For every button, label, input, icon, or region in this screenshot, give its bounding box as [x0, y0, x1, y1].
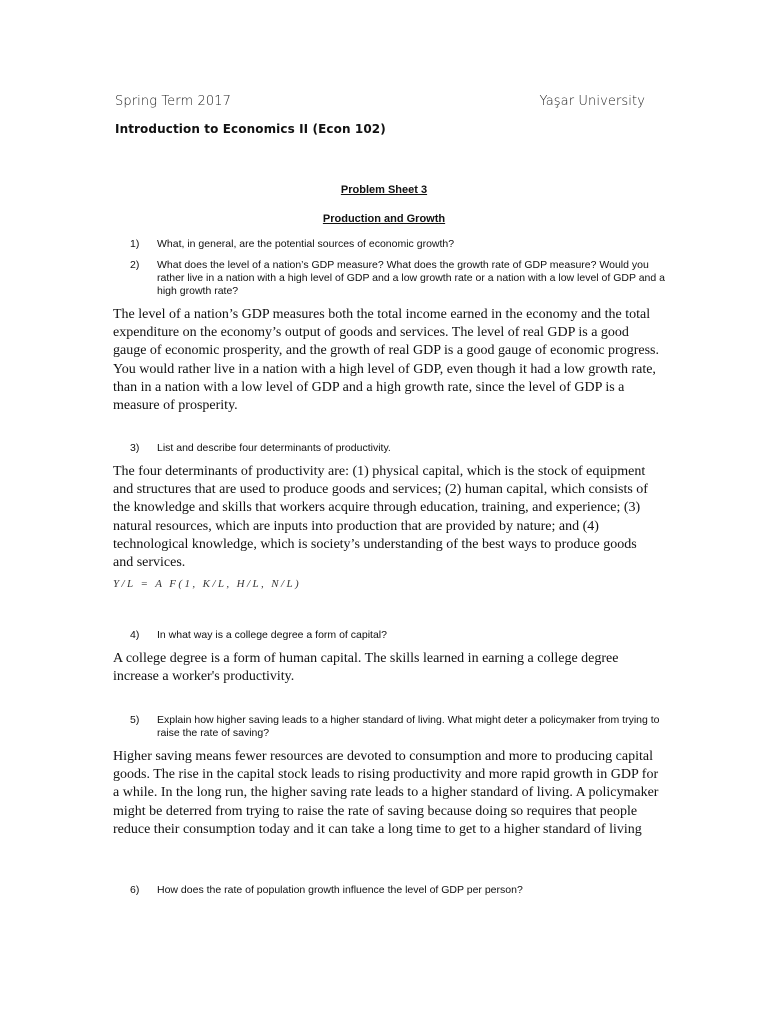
problem-sheet-title: Problem Sheet 3: [340, 184, 428, 196]
question-5: [130, 714, 670, 740]
question-text: What does the level of a nation’s GDP measure? What does the growth rate of GDP measure? Would you rather live in a nation with a high level of GDP and a low growth rate or a nation with a low level of GDP and a high growth rate?: [157, 259, 665, 297]
answer-4: A college degree is a form of human capital. The skills learned in earning a college degree increase a worker's productivity.: [113, 651, 619, 685]
question-2: [130, 259, 670, 298]
answer-3: The four determinants of productivity are: (1) physical capital, which is the stock of equipment and structures that are used to produce goods and services; (2) human capital, which consists of the knowledge and skills that workers acquire through education, training, and experience; (3) natural resources, which are inputs into production that are provided by nature; and (4) technological knowledge, which is society’s understanding of the best ways to produce goods and services.: [113, 464, 648, 571]
question-4: [130, 629, 670, 642]
answer-2: The level of a nation’s GDP measures both the total income earned in the economy and the total expenditure on the economy’s output of goods and services. The level of real GDP is a good gauge of economic prosperity, and the growth of real GDP is a good gauge of economic progress. You would rather live in a nation with a high level of GDP, even though it had a low growth rate, than in a nation with a low level of GDP and a high growth rate, since the level of GDP is a measure of prosperity.: [113, 307, 659, 414]
topic-title: Production and Growth: [322, 213, 446, 225]
university-label: Yaşar University: [539, 94, 645, 109]
term-label: Spring Term 2017: [115, 94, 231, 109]
question-number: 3): [130, 442, 140, 454]
question-number: 2): [130, 259, 140, 271]
question-number: 1): [130, 238, 140, 250]
question-text: List and describe four determinants of productivity.: [157, 442, 391, 454]
question-number: 5): [130, 714, 140, 726]
question-text: How does the rate of population growth influence the level of GDP per person?: [157, 884, 523, 896]
question-number: 4): [130, 629, 140, 641]
question-number: 6): [130, 884, 140, 896]
productivity-formula: Y/L = A F(1, K/L, H/L, N/L): [113, 578, 302, 590]
question-text: What, in general, are the potential sources of economic growth?: [157, 238, 455, 250]
answer-5: Higher saving means fewer resources are devoted to consumption and more to producing capital goods. The rise in the capital stock leads to rising productivity and more rapid growth in GDP for a while. In the long run, the higher saving rate leads to a higher standard of living. A policymaker might be deterred from trying to raise the rate of saving because doing so requires that people reduce their consumption today and it can take a long time to get to a higher standard of living: [113, 749, 659, 837]
question-1: [130, 238, 670, 251]
question-3: [130, 442, 670, 455]
question-6: [130, 884, 670, 897]
course-title: Introduction to Economics II (Econ 102): [115, 122, 386, 136]
question-text: In what way is a college degree a form of capital?: [157, 629, 387, 641]
question-text: Explain how higher saving leads to a higher standard of living. What might deter a policymaker from trying to raise the rate of saving?: [157, 714, 660, 739]
